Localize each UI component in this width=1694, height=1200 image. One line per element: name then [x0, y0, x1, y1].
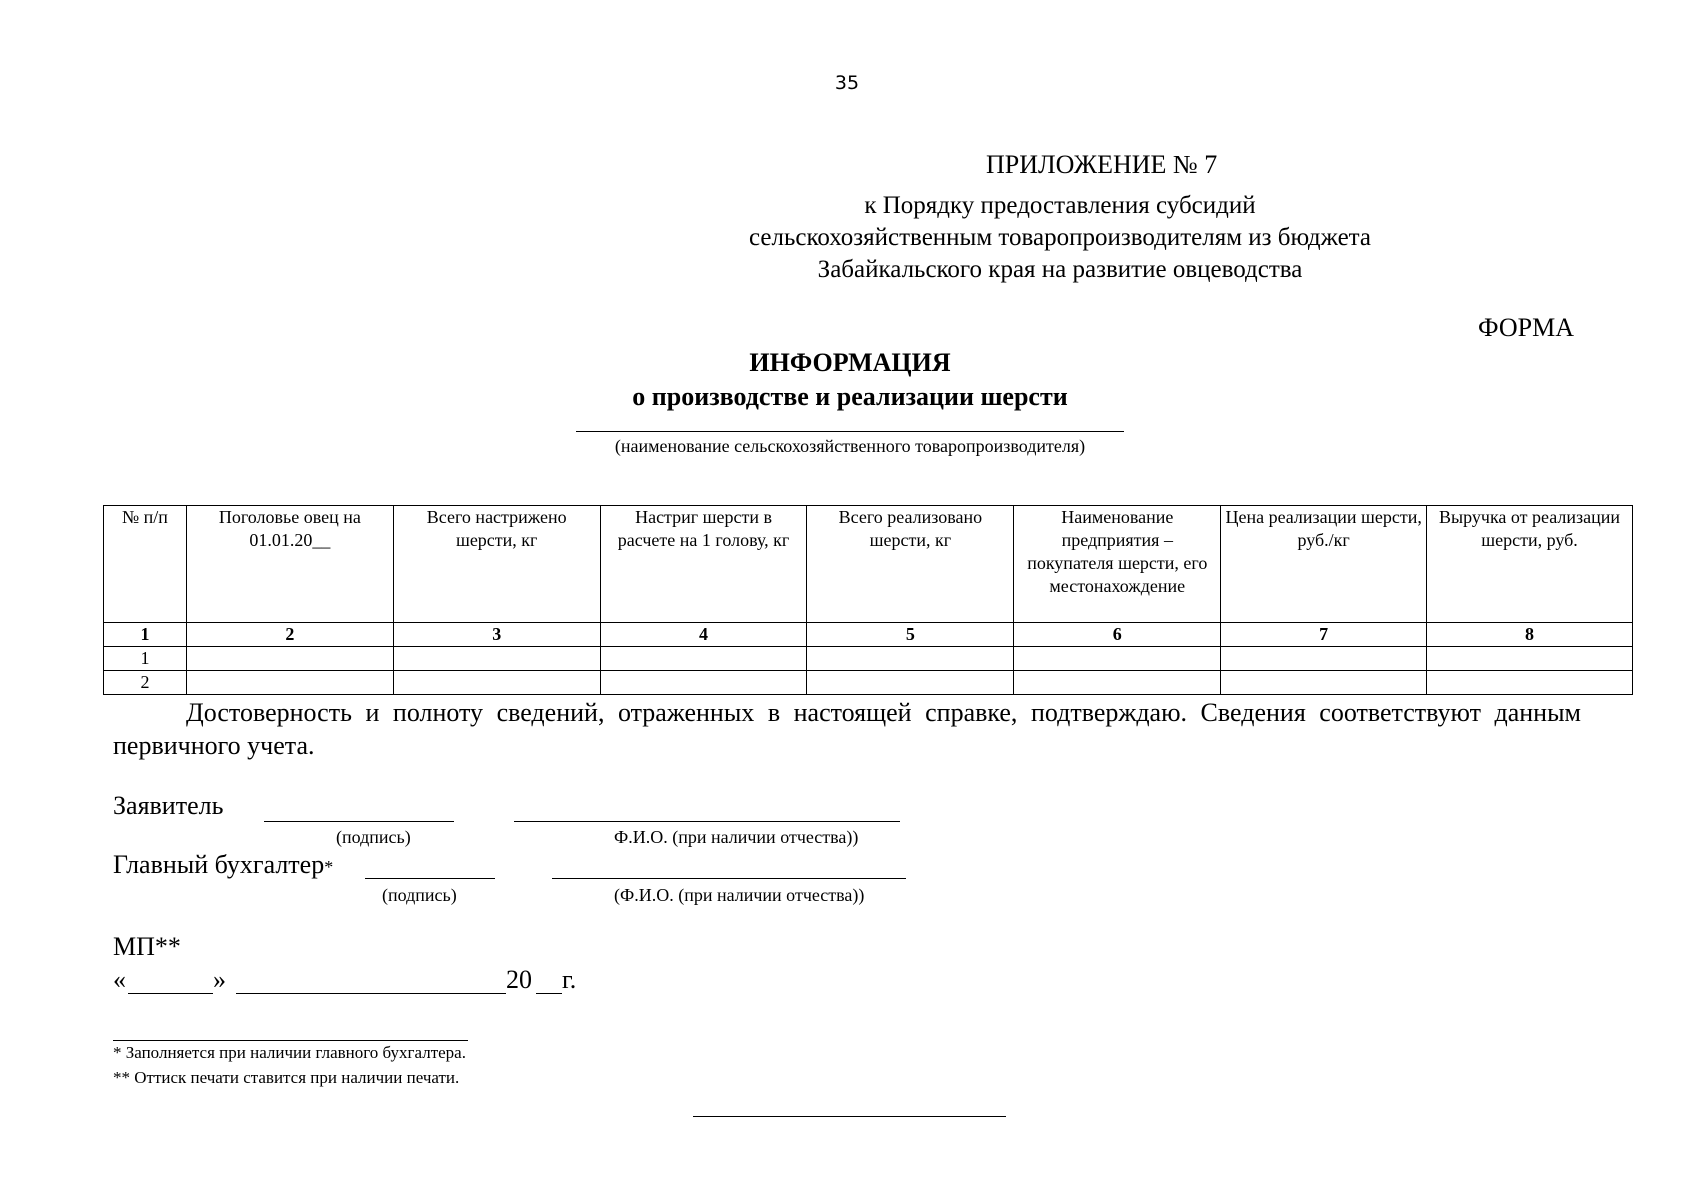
- footnote: ** Оттиск печати ставится при наличии печати.: [113, 1068, 460, 1087]
- date-day-line: [128, 993, 213, 994]
- table-row: [104, 671, 1633, 695]
- date-close-quote: »: [213, 965, 226, 994]
- applicant-signature-caption: (подпись): [336, 827, 411, 847]
- accountant-signature-line: [365, 878, 495, 879]
- table-cell: 2: [104, 671, 187, 695]
- table-header-cell: № п/п: [104, 506, 187, 623]
- column-number-cell: 7: [1221, 623, 1427, 647]
- applicant-name-line: [514, 821, 900, 822]
- table-cell: [1014, 647, 1221, 671]
- appendix-subtitle-line: Забайкальского края на развитие овцеводства: [817, 256, 1303, 283]
- table-cell: [393, 671, 600, 695]
- table-cell: [393, 647, 600, 671]
- footnote: * Заполняется при наличии главного бухгалтера.: [113, 1043, 466, 1062]
- accountant-signature-caption: (подпись): [382, 885, 457, 905]
- table-header-cell: Цена реализации шерсти, руб./кг: [1221, 506, 1427, 623]
- applicant-signature-line: [264, 821, 454, 822]
- date-open-quote: «: [113, 965, 126, 994]
- column-number-cell: 3: [393, 623, 600, 647]
- date-year-suffix: г.: [562, 965, 577, 994]
- table-cell: [1427, 671, 1633, 695]
- appendix-subtitle-line: к Порядку предоставления субсидий: [864, 192, 1256, 219]
- accountant-label: [113, 850, 333, 880]
- accountant-footnote-mark: *: [324, 857, 334, 877]
- table-cell: 1: [104, 647, 187, 671]
- table-column-number-row: [104, 623, 1633, 647]
- table-cell: [1221, 671, 1427, 695]
- column-number-cell: 6: [1014, 623, 1221, 647]
- document-title: ИНФОРМАЦИЯ: [749, 348, 951, 377]
- seal-label: МП**: [113, 932, 181, 961]
- column-number-cell: 5: [807, 623, 1014, 647]
- appendix-subtitle-line: сельскохозяйственным товаропроизводителям из бюджета: [748, 224, 1372, 251]
- appendix-subtitle: [700, 190, 1420, 286]
- table-cell: [186, 671, 393, 695]
- accountant-name-caption: (Ф.И.О. (при наличии отчества)): [614, 885, 865, 905]
- column-number-cell: 8: [1427, 623, 1633, 647]
- table-cell: [807, 671, 1014, 695]
- accountant-name-line: [552, 878, 906, 879]
- accountant-label-text: Главный бухгалтер: [113, 850, 325, 879]
- footnote-separator: [113, 1040, 468, 1041]
- end-of-form-rule: [693, 1116, 1006, 1117]
- forma-label: ФОРМА: [1478, 313, 1574, 342]
- producer-name-line: [576, 431, 1124, 432]
- date-month-line: [236, 993, 506, 994]
- table-cell: [600, 671, 807, 695]
- table-header-cell: Всего реализовано шерсти, кг: [807, 506, 1014, 623]
- table-header-cell: Настриг шерсти в расчете на 1 голову, кг: [600, 506, 807, 623]
- applicant-label: Заявитель: [113, 791, 224, 820]
- document-subtitle: о производстве и реализации шерсти: [632, 382, 1068, 411]
- producer-caption: (наименование сельскохозяйственного товаропроизводителя): [614, 436, 1086, 456]
- column-number-cell: 4: [600, 623, 807, 647]
- appendix-title: ПРИЛОЖЕНИЕ № 7: [986, 150, 1218, 179]
- table-cell: [807, 647, 1014, 671]
- table-cell: [1014, 671, 1221, 695]
- wool-info-table: [103, 505, 1633, 695]
- column-number-cell: 1: [104, 623, 187, 647]
- column-number-cell: 2: [186, 623, 393, 647]
- table-header-row: [104, 506, 1633, 623]
- table-cell: [1221, 647, 1427, 671]
- applicant-name-caption: Ф.И.О. (при наличии отчества)): [614, 827, 859, 847]
- date-year-prefix: 20: [506, 965, 532, 994]
- table-header-cell: Выручка от реализации шерсти, руб.: [1427, 506, 1633, 623]
- table-header-cell: Всего настрижено шерсти, кг: [393, 506, 600, 623]
- date-year-line: [536, 993, 562, 994]
- table-header-cell: Поголовье овец на 01.01.20__: [186, 506, 393, 623]
- document-heading: [550, 346, 1150, 414]
- table-cell: [600, 647, 807, 671]
- table-row: [104, 647, 1633, 671]
- confirmation-paragraph: Достоверность и полноту сведений, отраженных в настоящей справке, подтверждаю. Сведения соответствуют данным первичного учета.: [113, 698, 1581, 760]
- table-cell: [186, 647, 393, 671]
- table-cell: [1427, 647, 1633, 671]
- table-header-cell: Наименование предприятия – покупателя шерсти, его местонахождение: [1014, 506, 1221, 623]
- page-number: 35: [834, 72, 860, 94]
